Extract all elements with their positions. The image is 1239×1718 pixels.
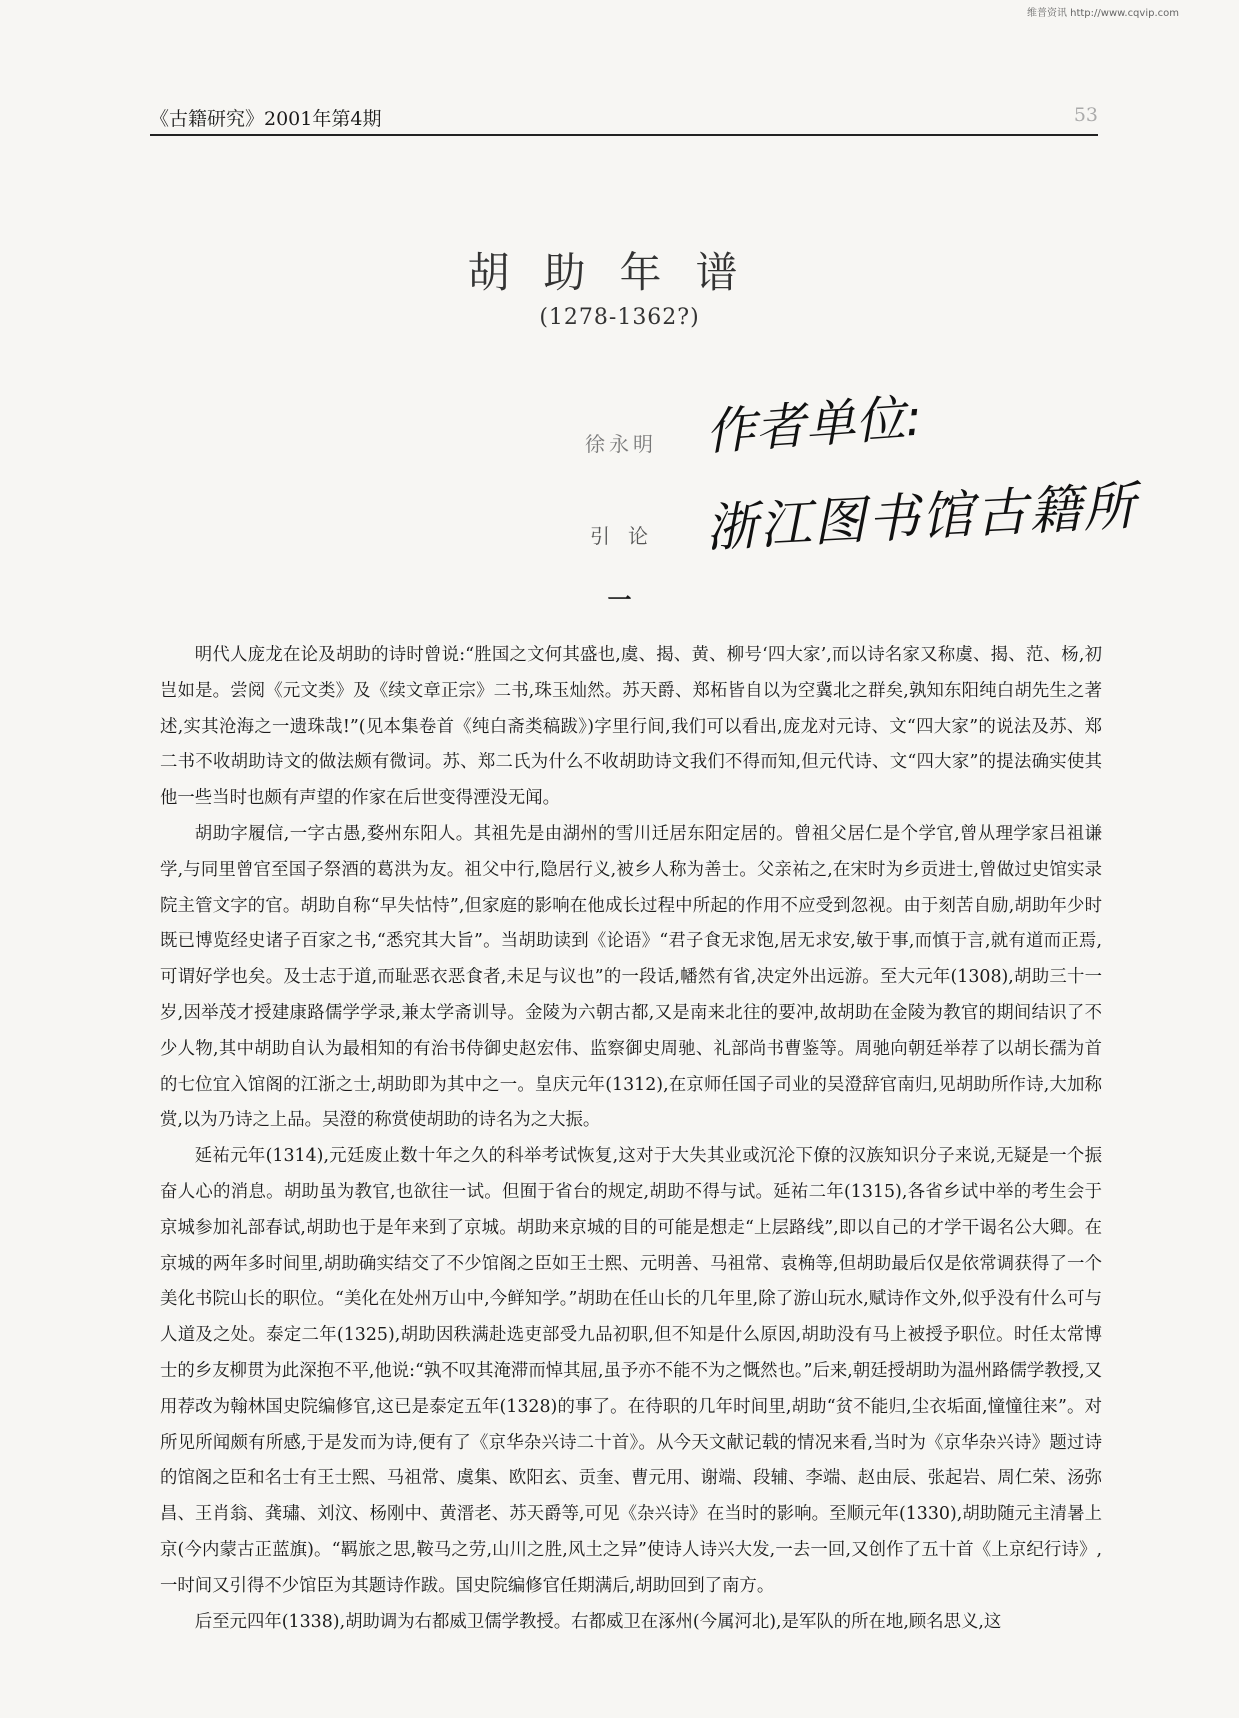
running-head [150, 104, 1098, 136]
section-number: 一 [607, 585, 632, 614]
journal-name: 《古籍研究》2001年第4期 [150, 108, 382, 130]
paragraph: 延祐元年(1314),元廷废止数十年之久的科举考试恢复,这对于大失其业或沉沦下僚的汉族知识分子来说,无疑是一个振奋人心的消息。胡助虽为教官,也欲往一试。但囿于省台的规定,胡助不得与试。延祐二年(1315),各省乡试中举的考生会于京城参加礼部春试,胡助也于是年来到了京城。胡助来京城的目的可能是想走“上层路线”,即以自己的才学干谒名公大卿。在京城的两年多时间里,胡助确实结交了不少馆阁之臣如王士熙、元明善、马祖常、袁桷等,但胡助最后仅是依常调获得了一个美化书院山长的职位。“美化在处州万山中,今鲜知学。”胡助在任山长的几年里,除了游山玩水,赋诗作文外,似乎没有什么可与人道及之处。泰定二年(1325),胡助因秩满赴选吏部受九品初职,但不知是什么原因,胡助没有马上被授予职位。时任太常博士的乡友柳贯为此深抱不平,他说:“孰不叹其淹滞而悼其屈,虽予亦不能不为之慨然也。”后来,朝廷授胡助为温州路儒学教授,又用荐改为翰林国史院编修官,这已是泰定五年(1328)的事了。在待职的几年时间里,胡助“贫不能归,尘衣垢面,憧憧往来”。对所见所闻颇有所感,于是发而为诗,便有了《京华杂兴诗二十首》。从今天文献记载的情况来看,当时为《京华杂兴诗》题过诗的馆阁之臣和名士有王士熙、马祖常、虞集、欧阳玄、贡奎、曹元用、谢端、段辅、李端、赵由辰、张起岩、周仁荣、汤弥昌、王肖翁、龚璛、刘汶、杨刚中、黄溍老、苏天爵等,可见《杂兴诗》在当时的影响。至顺元年(1330),胡助随元主清暑上京(今内蒙古正蓝旗)。“羁旅之思,鞍马之劳,山川之胜,风土之异”使诗人诗兴大发,一去一回,又创作了五十首《上京纪行诗》,一时间又引得不少馆臣为其题诗作跋。国史院编修官任期满后,胡助回到了南方。 [160, 1146, 1102, 1596]
article-title: 胡助年谱 [467, 248, 772, 297]
watermark: 维普资讯 http://www.cqvip.com [1026, 8, 1179, 19]
handwritten-note-line1: 作者单位: [703, 388, 924, 462]
paragraph: 后至元四年(1338),胡助调为右都威卫儒学教授。右都威卫在涿州(今属河北),是军队的所在地,顾名思义,这 [194, 1611, 1002, 1632]
section-label: 引论 [590, 524, 666, 548]
article-body [160, 638, 1102, 1640]
author-name: 徐永明 [585, 432, 657, 456]
paragraph: 明代人庞龙在论及胡助的诗时曾说:“胜国之文何其盛也,虞、揭、黄、柳号‘四大家’,而以诗名家又称虞、揭、范、杨,初岂如是。尝阅《元文类》及《续文章正宗》二书,珠玉灿然。苏天爵、郑柘皆自以为空冀北之群矣,孰知东阳纯白胡先生之著述,实其沧海之一遗珠哉!”(见本集卷首《纯白斋类稿跋》)字里行间,我们可以看出,庞龙对元诗、文“四大家”的说法及苏、郑二书不收胡助诗文的做法颇有微词。苏、郑二氏为什么不收胡助诗文我们不得而知,但元代诗、文“四大家”的提法确实使其他一些当时也颇有声望的作家在后世变得湮没无闻。 [160, 645, 1102, 809]
paragraph: 胡助字履信,一字古愚,婺州东阳人。其祖先是由湖州的雪川迁居东阳定居的。曾祖父居仁是个学官,曾从理学家吕祖谦学,与同里曾官至国子祭酒的葛洪为友。祖父中行,隐居行义,被乡人称为善士。父亲祐之,在宋时为乡贡进士,曾做过史馆实录院主管文字的官。胡助自称“早失怙恃”,但家庭的影响在他成长过程中所起的作用不应受到忽视。由于刻苦自励,胡助年少时既已博览经史诸子百家之书,“悉究其大旨”。当胡助读到《论语》“君子食无求饱,居无求安,敏于事,而慎于言,就有道而正焉,可谓好学也矣。及士志于道,而耻恶衣恶食者,未足与议也”的一段话,幡然有省,决定外出远游。至大元年(1308),胡助三十一岁,因举茂才授建康路儒学学录,兼太学斋训导。金陵为六朝古都,又是南来北往的要冲,故胡助在金陵为教官的期间结识了不少人物,其中胡助自认为最相知的有治书侍御史赵宏伟、监察御史周驰、礼部尚书曹鉴等。周驰向朝廷举荐了以胡长孺为首的七位宜入馆阁的江浙之士,胡助即为其中之一。皇庆元年(1312),在京师任国子司业的吴澄辞官南归,见胡助所作诗,大加称赏,以为乃诗之上品。吴澄的称赏使胡助的诗名为之大振。 [160, 823, 1102, 1131]
handwritten-note-line2: 浙江图书馆古籍所 [704, 476, 1139, 560]
life-dates: (1278-1362?) [539, 305, 700, 330]
page-number: 53 [1073, 104, 1098, 126]
